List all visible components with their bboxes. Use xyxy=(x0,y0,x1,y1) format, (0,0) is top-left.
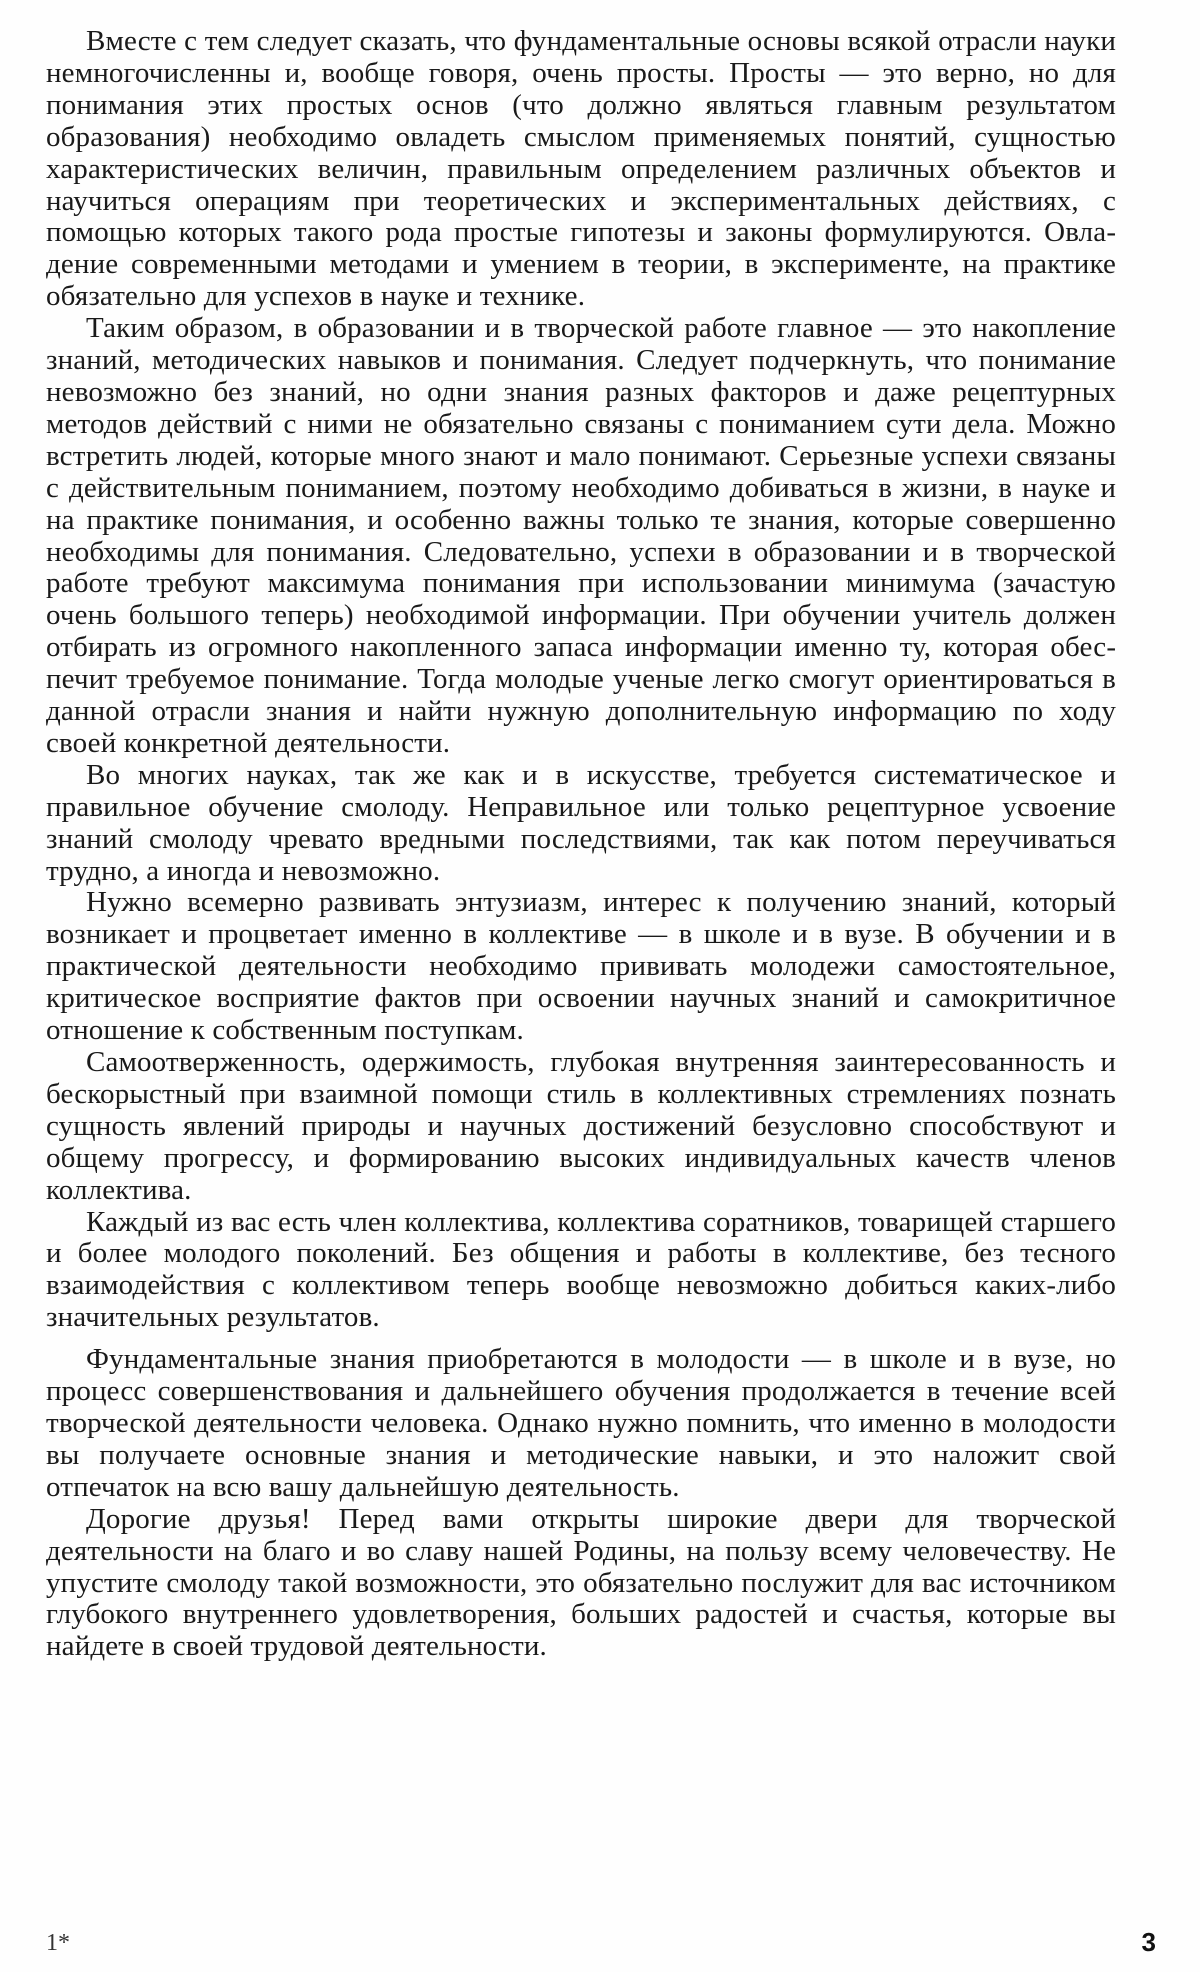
paragraph-5: Самоотверженность, одержимость, глубокая внутренняя заинтересованность и бескорыстный при взаимной помощи стиль в коллективных стремлениях познать сущность явлений природы и научных достижений безусловно способствуют и общему прогрессу, и формированию высоких индивидуальных качеств членов коллектива. xyxy=(46,1046,1116,1206)
signature-mark: 1* xyxy=(46,1930,70,1956)
body-text xyxy=(46,26,1116,1663)
paragraph-4: Нужно всемерно развивать энтузиазм, интерес к получению знаний, который возникает и процветает именно в коллективе — в школе и в вузе. В обучении и в практической деятельности необходимо прививать молодежи самостоятельное, критическое восприятие фактов при освоении научных знаний и самокритичное отношение к собственным поступкам. xyxy=(46,886,1116,1047)
paragraph-3: Во многих науках, так же как и в искусстве, требуется систематическое и правильное обучение смолоду. Неправильное или только рецептурное усвоение знаний смолоду чревато вредными последствиями, так как потом переучиваться трудно, а иногда и невозможно. xyxy=(46,758,1116,887)
page-number: 3 xyxy=(1141,1927,1156,1957)
paragraph-1: Вместе с тем следует сказать, что фундаментальные основы всякой отрасли науки немногочисленны и, вообще говоря, очень просты. Просты — это верно, но для понимания этих простых основ (что должно являться главным результатом образования) необходимо овладеть смыслом применяемых понятий, сущностью характеристических величин, правильным определением различных объектов и научиться операциям при теоретических и экспериментальных действиях, с помощью которых такого рода простые гипотезы и законы формулируются. Овладение современными методами и умением в теории, в эксперименте, на практике обязательно для успехов в науке и технике. xyxy=(46,25,1116,313)
paragraph-2: Таким образом, в образовании и в творческой работе главное — это накопление знаний, методических навыков и понимания. Следует подчеркнуть, что понимание невозможно без знаний, но одни знания разных факторов и даже рецептурных методов действий с ними не обязательно связаны с пониманием сути дела. Можно встретить людей, которые много знают и мало понимают. Серьезные успехи связаны с действительным пониманием, поэтому необходимо добиваться в жизни, в науке и на практике понимания, и особенно важны только те знания, которые совершенно необходимы для понимания. Следовательно, успехи в образовании и в творческой работе требуют максимума понимания при использовании минимума (зачастую очень большого теперь) необходимой информации. При обучении учитель должен отбирать из огромного накопленного запаса информации именно ту, которая обеспечит требуемое понимание. Тогда молодые ученые легко смогут ориентироваться в данной отрасли знания и найти нужную дополнительную информацию по ходу своей конкретной деятельности. xyxy=(46,312,1116,759)
paragraph-8: Дорогие друзья! Перед вами открыты широкие двери для творческой деятельности на благо и во славу нашей Родины, на пользу всему человечеству. Не упустите смолоду такой возможности, это обязательно послужит для вас источником глубокого внутреннего удовлетворения, больших радостей и счастья, которые вы найдете в своей трудовой деятельности. xyxy=(46,1502,1116,1663)
paragraph-6: Каждый из вас есть член коллектива, коллектива соратников, товарищей старшего и более молодого поколений. Без общения и работы в коллективе, без тесного взаимодействия с коллективом теперь вообще невозможно добиться каких-либо значительных результатов. xyxy=(46,1205,1116,1334)
paragraph-7: Фундаментальные знания приобретаются в молодости — в школе и в вузе, но процесс совершенствования и дальнейшего обучения продолжается в течение всей творческой деятельности человека. Однако нужно помнить, что именно в молодости вы получаете основные знания и методические навыки, и это наложит свой отпечаток на всю вашу дальнейшую деятельность. xyxy=(46,1343,1116,1503)
